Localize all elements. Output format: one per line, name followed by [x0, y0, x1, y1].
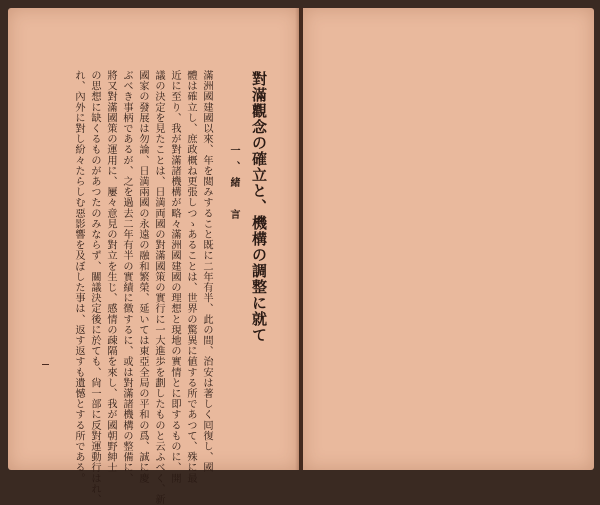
chapter-title: 對滿觀念の確立と、機構の調整に就て — [250, 71, 268, 343]
book-spread — [8, 8, 594, 505]
body-line: ぶべき事柄であるが、之を過去二年有半の實績に徴するに、或は對滿諸機構の整備に、 — [121, 70, 132, 484]
body-line: れ、內外に對し紛々たらしむ惡影響を及ぼした事は、返す返すも遺憾とする所である。 — [73, 70, 84, 484]
page-mark — [42, 364, 49, 365]
body-line: 將又對滿國策の運用に、屢々意見の對立を生じ、感情の疎隔を來し、我が國朝野紳士 — [105, 70, 116, 473]
right-page — [303, 8, 594, 470]
body-line: 滿洲國建國以來、年を閲みすること既に二年有半、此の間、治安は著しく囘復し、國 — [201, 70, 212, 473]
body-line: 近に至り、我が對滿諸機構が略々滿洲國建國の理想と現地の實情とに即するものに、開 — [169, 70, 180, 484]
body-line: 議の決定を見たことは、日満両國の對滿國策の實行に一大進歩を劃したものと云ふべく、新 — [153, 70, 164, 505]
body-line: 國家の發展は勿論、日満兩國の永遠の融和繁榮、延いては東亞全局の平和の爲、誠に慶 — [137, 70, 148, 484]
body-line: の思想に缺くるものがあつたのみならず、關議決定後に於ても、尙一部に反對運動行はれ、 — [89, 70, 100, 505]
body-line: 體は確立し、庶政概ね更張しつゝあることは、世界の驚異に値する所であつて、殊に最 — [185, 70, 196, 484]
section-heading: 一、緒 言 — [228, 145, 239, 225]
left-page — [8, 8, 299, 505]
